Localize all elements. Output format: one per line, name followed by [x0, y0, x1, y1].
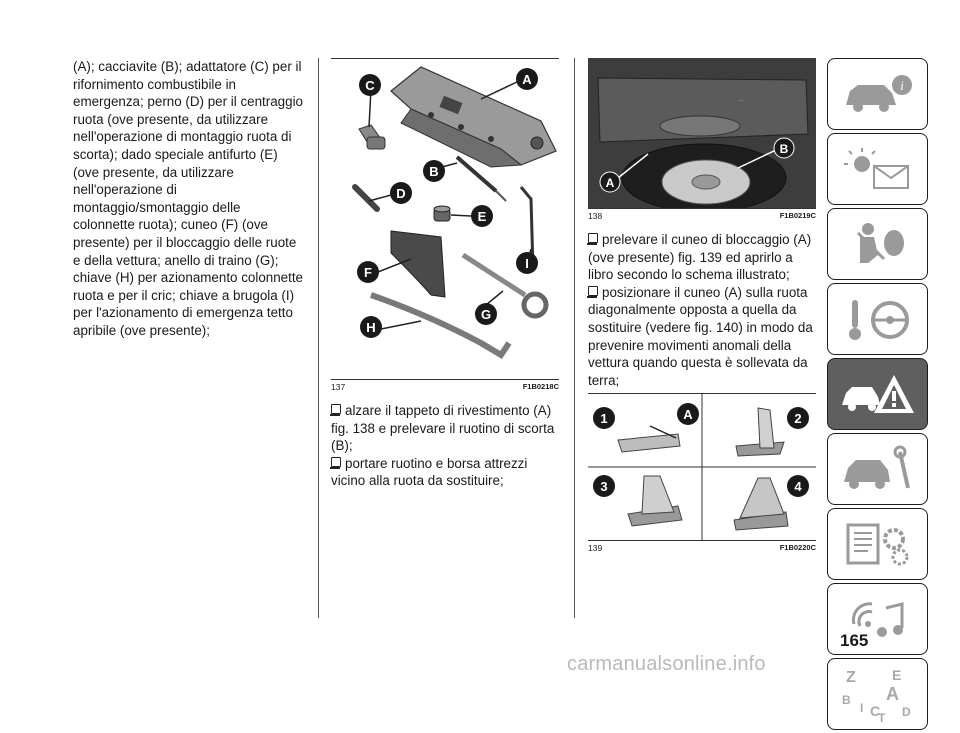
- tab-maintenance[interactable]: [827, 433, 928, 505]
- figure-139-code: F1B0220C: [779, 543, 816, 553]
- callout-a: [600, 172, 620, 192]
- callout-b: [774, 138, 794, 158]
- svg-text:E: E: [891, 667, 901, 683]
- svg-text:A: A: [522, 72, 532, 87]
- svg-text:T: T: [877, 711, 885, 724]
- figure-137: [331, 59, 559, 379]
- tool-kit-illustration: [331, 59, 559, 379]
- watermark: carmanualsonline.info: [567, 653, 766, 675]
- svg-text:H: H: [366, 320, 376, 335]
- figure-139-bottom-rule: [588, 540, 816, 541]
- callout-b: [423, 160, 445, 182]
- safety-airbag-icon: [838, 219, 918, 269]
- step-1-badge: [593, 407, 615, 429]
- svg-text:2: 2: [794, 411, 802, 427]
- svg-text:D: D: [396, 186, 406, 201]
- tab-starting-driving[interactable]: [827, 283, 928, 355]
- bullet-icon: [331, 404, 341, 414]
- maintenance-icon: [838, 444, 918, 494]
- tools-description-paragraph: (A); cacciavite (B); adattatore (C) per il rifornimento combustibile in emergenza; perno (D) per il centraggio ruota (ove presente, da utilizzare nell'operazione di montaggio ruota di scorta); dado speciale antifurto (E) (ove presente, da utilizzare nell'operazione di montaggio/smontaggio delle colonnette ruota); cuneo (F) (ove presente) per il bloccaggio delle ruote e della vettura; anello di traino (G); chiave (H) per azionamento colonnette ruota e per il cric; chiave a brugola (I) per l'azionamento di emergenza tetto apribile (ove presente);: [73, 59, 304, 338]
- tab-index[interactable]: [827, 658, 928, 730]
- bullet-icon: [331, 457, 341, 467]
- figure-137-caption: [331, 382, 559, 392]
- svg-text:4: 4: [794, 479, 802, 495]
- page-number: 165: [840, 631, 869, 650]
- column-divider-1: [318, 58, 319, 618]
- svg-text:i: i: [899, 78, 904, 93]
- figure-137-code: F1B0218C: [522, 382, 559, 391]
- anti-theft-nut-illustration: [434, 206, 450, 221]
- column-3-bullets: [588, 231, 816, 389]
- figure-139: [588, 394, 816, 540]
- svg-text:I: I: [525, 256, 529, 271]
- svg-text:G: G: [480, 307, 492, 322]
- svg-text:B: B: [841, 693, 851, 707]
- tab-car-info[interactable]: [827, 58, 928, 130]
- figure-138-caption: [588, 211, 816, 221]
- tab-safety[interactable]: [827, 208, 928, 280]
- technical-data-icon: [838, 519, 918, 569]
- starting-driving-icon: [838, 294, 918, 344]
- centering-pin-illustration: [355, 187, 377, 209]
- callout-d: [390, 182, 412, 204]
- svg-text:C: C: [869, 703, 880, 719]
- svg-text:B: B: [779, 142, 789, 156]
- emergency-icon: [838, 369, 918, 419]
- step-4-badge: [787, 475, 809, 497]
- svg-text:F: F: [364, 265, 372, 280]
- figure-138-code: F1B0219C: [779, 211, 816, 220]
- figure-138: [588, 58, 816, 208]
- tab-emergency[interactable]: [827, 358, 928, 430]
- callout-a: [516, 68, 538, 90]
- callout-f: [357, 261, 379, 283]
- svg-text:A: A: [885, 684, 899, 704]
- figure-139-caption: [588, 543, 816, 553]
- svg-text:1: 1: [600, 411, 608, 427]
- bullet-item: posizionare il cuneo (A) sulla ruota diagonalmente opposta a quella da sostituire (vedere fig. 140) in modo da prevenire movimenti anomali della vettura quando questa è sollevata da terra;: [588, 284, 813, 388]
- callout-e: [471, 205, 493, 227]
- svg-text:A: A: [605, 176, 615, 190]
- column-3: [588, 58, 816, 553]
- bullet-item: alzare il tappeto di rivestimento (A) fig. 138 e prelevare il ruotino di scorta (B);: [331, 403, 555, 454]
- bullet-item: portare ruotino e borsa attrezzi vicino alla ruota da sostituire;: [331, 455, 528, 489]
- trunk-spare-wheel-illustration: [588, 58, 816, 208]
- figure-137-bottom-rule: [331, 379, 559, 380]
- column-2-bullets: [331, 402, 559, 490]
- svg-text:—: —: [738, 97, 745, 104]
- car-info-icon: [838, 69, 918, 119]
- svg-text:C: C: [365, 78, 375, 93]
- figure-139-number: 139: [588, 543, 603, 554]
- bullet-item: prelevare il cuneo di bloccaggio (A) (ove presente) fig. 139 ed aprirlo a libro secondo lo schema illustrato;: [588, 232, 812, 283]
- bullet-icon: [588, 286, 598, 296]
- tab-technical-data[interactable]: [827, 508, 928, 580]
- wedge-steps-illustration: [588, 394, 816, 540]
- svg-text:3: 3: [600, 479, 608, 495]
- callout-g: [475, 303, 497, 325]
- figure-137-number: 137: [331, 382, 346, 392]
- bullet-icon: [588, 233, 598, 243]
- callout-i: [516, 252, 538, 274]
- dashboard-lights-icon: [838, 144, 918, 194]
- column-1: [73, 58, 305, 340]
- figure-138-number: 138: [588, 211, 603, 221]
- column-2: [331, 58, 559, 490]
- callout-c: [359, 74, 381, 96]
- callout-h: [360, 316, 382, 338]
- index-icon: [838, 664, 918, 724]
- step-2-badge: [787, 407, 809, 429]
- svg-text:A: A: [683, 407, 693, 423]
- svg-text:B: B: [429, 164, 439, 179]
- figure-138-bottom-rule: [588, 208, 816, 209]
- tab-dashboard[interactable]: [827, 133, 928, 205]
- fuel-adapter-illustration: [359, 125, 385, 149]
- callout-a: [677, 403, 699, 425]
- svg-text:I: I: [859, 701, 863, 715]
- step-3-badge: [593, 475, 615, 497]
- svg-text:D: D: [901, 705, 911, 719]
- svg-text:E: E: [477, 209, 487, 224]
- column-divider-2: [574, 58, 575, 618]
- svg-text:Z: Z: [845, 669, 856, 686]
